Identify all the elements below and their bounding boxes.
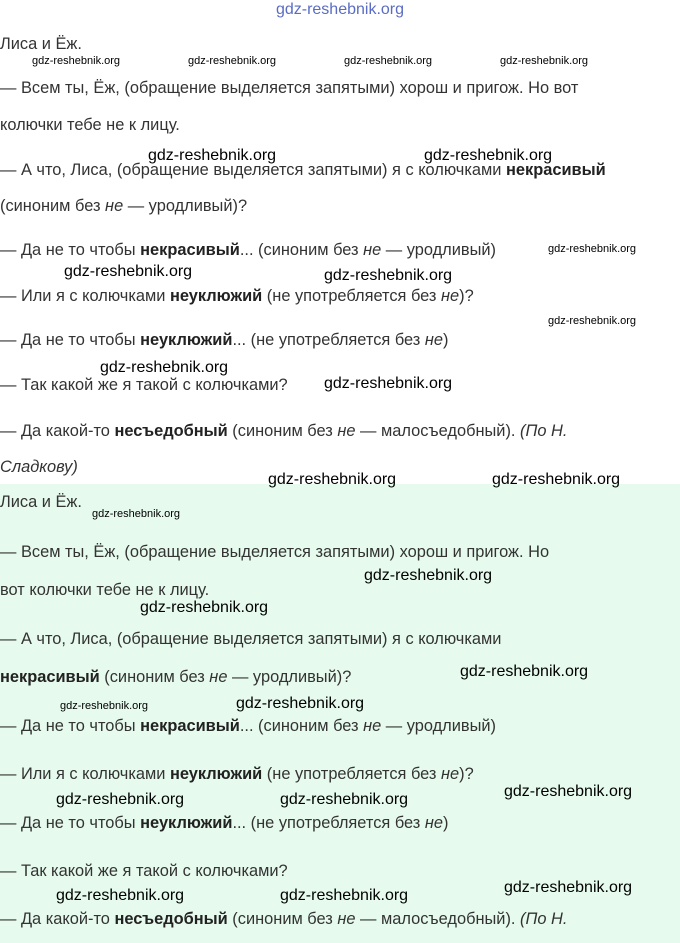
watermark: gdz-reshebnik.org <box>64 263 193 280</box>
story-title: Лиса и Ёж. <box>0 35 82 53</box>
text-line: — Так какой же я такой с колючками? <box>0 862 288 880</box>
watermark: gdz-reshebnik.org <box>32 55 121 67</box>
watermark: gdz-reshebnik.org <box>236 695 365 712</box>
header-watermark: gdz-reshebnik.org <box>275 1 405 18</box>
text-line: — Да не то чтобы некрасивый... (синоним без не — уродливый) <box>0 241 497 259</box>
text-line: — А что, Лиса, (обращение выделяется запятыми) я с колючками некрасивый <box>0 161 606 179</box>
watermark: gdz-reshebnik.org <box>504 783 633 800</box>
watermark: gdz-reshebnik.org <box>280 791 409 808</box>
watermark: gdz-reshebnik.org <box>344 55 433 67</box>
watermark: gdz-reshebnik.org <box>324 267 453 284</box>
watermark: gdz-reshebnik.org <box>92 508 181 520</box>
text-line: — Всем ты, Ёж, (обращение выделяется запятыми) хорош и пригож. Но <box>0 543 550 561</box>
watermark: gdz-reshebnik.org <box>280 887 409 904</box>
text-line: Сладкову) <box>0 458 78 476</box>
watermark: gdz-reshebnik.org <box>100 359 229 376</box>
text-line: (синоним без не — уродливый)? <box>0 197 248 215</box>
watermark: gdz-reshebnik.org <box>140 599 269 616</box>
watermark: gdz-reshebnik.org <box>504 879 633 896</box>
text-line: — Да не то чтобы некрасивый... (синоним без не — уродливый) <box>0 717 497 735</box>
watermark: gdz-reshebnik.org <box>548 243 637 255</box>
watermark: gdz-reshebnik.org <box>60 700 149 712</box>
text-line: — Да какой-то несъедобный (синоним без не — малосъедобный). (По Н. <box>0 422 568 440</box>
text-line: — А что, Лиса, (обращение выделяется запятыми) я с колючками <box>0 630 502 648</box>
text-line: — Или я с колючками неуклюжий (не употребляется без не)? <box>0 287 474 305</box>
watermark: gdz-reshebnik.org <box>460 663 589 680</box>
text-line: — Всем ты, Ёж, (обращение выделяется запятыми) хорош и пригож. Но вот <box>0 79 579 97</box>
text-line: вот колючки тебе не к лицу. <box>0 581 210 599</box>
watermark: gdz-reshebnik.org <box>56 887 185 904</box>
text-line: колючки тебе не к лицу. <box>0 116 180 134</box>
text-line: некрасивый (синоним без не — уродливый)? <box>0 668 352 686</box>
watermark: gdz-reshebnik.org <box>500 55 589 67</box>
watermark: gdz-reshebnik.org <box>548 315 637 327</box>
watermark: gdz-reshebnik.org <box>148 147 277 164</box>
watermark: gdz-reshebnik.org <box>492 471 621 488</box>
text-line: — Так какой же я такой с колючками? <box>0 376 288 394</box>
watermark: gdz-reshebnik.org <box>56 791 185 808</box>
text-line: — Да не то чтобы неуклюжий... (не употребляется без не) <box>0 814 449 832</box>
text-line: — Или я с колючками неуклюжий (не употребляется без не)? <box>0 765 474 783</box>
text-line: — Да какой-то несъедобный (синоним без не — малосъедобный). (По Н. <box>0 910 568 928</box>
watermark: gdz-reshebnik.org <box>188 55 277 67</box>
watermark: gdz-reshebnik.org <box>268 471 397 488</box>
watermark: gdz-reshebnik.org <box>424 147 553 164</box>
watermark: gdz-reshebnik.org <box>324 375 453 392</box>
story-title: Лиса и Ёж. <box>0 493 82 511</box>
watermark: gdz-reshebnik.org <box>364 567 493 584</box>
text-line: — Да не то чтобы неуклюжий... (не употребляется без не) <box>0 331 449 349</box>
